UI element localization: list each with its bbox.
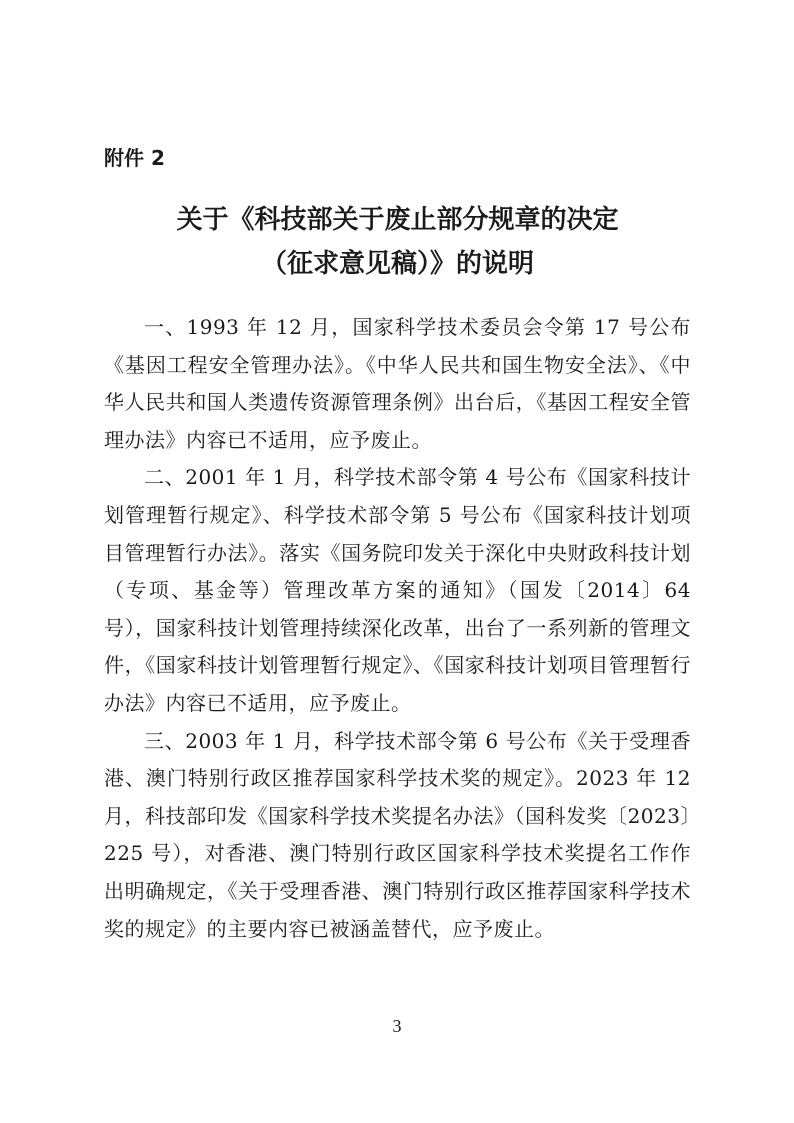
paragraph-2: 二、2001 年 1 月，科学技术部令第 4 号公布《国家科技计划管理暂行规定》、科学技术部令第 5 号公布《国家科技计划项目管理暂行办法》。落实《国务院印发关于深化中央财政科技计划（专项、基金等）管理改革方案的通知》（国发〔2014〕64 号），国家科技计划管理持续深化改革，出台了一系列新的管理文件，《国家科技计划管理暂行规定》、《国家科技计划项目管理暂行办法》内容已不适用，应予废止。: [104, 465, 691, 715]
attachment-label: 附件 2: [104, 146, 165, 170]
page-number: 3: [392, 1016, 402, 1036]
paragraph-3: 三、2003 年 1 月，科学技术部令第 6 号公布《关于受理香港、澳门特别行政区推荐国家科学技术奖的规定》。2023 年 12 月，科技部印发《国家科学技术奖提名办法》（国科发奖〔2023〕225 号），对香港、澳门特别行政区国家科学技术奖提名工作作出明确规定，《关于受理香港、澳门特别行政区推荐国家科学技术奖的规定》的主要内容已被涵盖替代，应予废止。: [104, 728, 691, 941]
document-body: [104, 309, 691, 948]
document-title-line-1: 关于《科技部关于废止部分规章的决定: [176, 205, 619, 235]
document-title-line-2: （征求意见稿）》的说明: [260, 249, 534, 279]
paragraph-1: 一、1993 年 12 月，国家科学技术委员会令第 17 号公布《基因工程安全管理办法》。《中华人民共和国生物安全法》、《中华人民共和国人类遗传资源管理条例》出台后，《基因工程安全管理办法》内容已不适用，应予废止。: [104, 315, 691, 452]
